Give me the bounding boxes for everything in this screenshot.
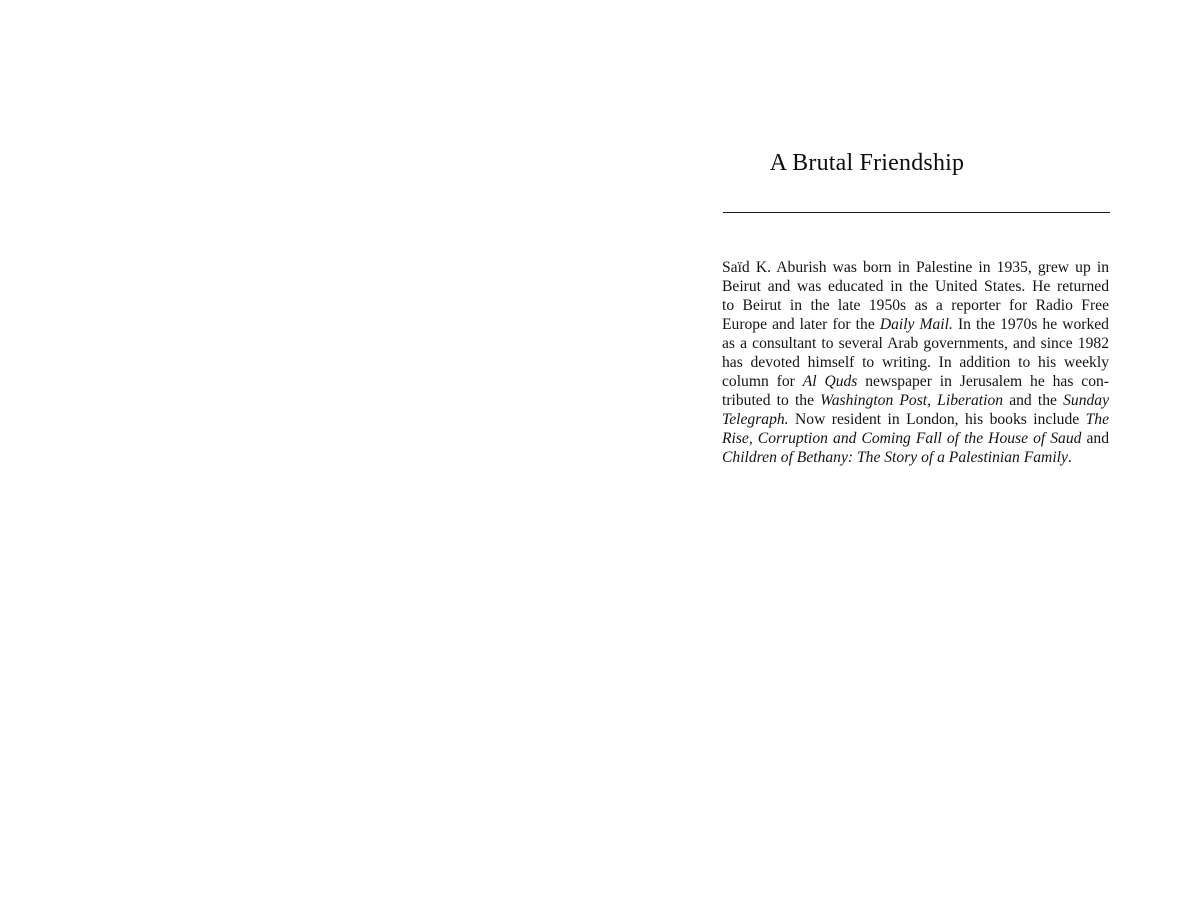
bio-italic-text: The (1085, 411, 1109, 428)
bio-text: Beirut and was educated in the United States. He returned (722, 278, 1109, 295)
bio-text: Europe and later for the (722, 316, 880, 333)
bio-text: Saïd K. Aburish was born in Palestine in 1935, grew up in (722, 259, 1109, 276)
bio-text: newspaper in Jerusalem he has con- (857, 373, 1109, 390)
bio-text: to Beirut in the late 1950s as a reporter for Radio Free (722, 297, 1109, 314)
bio-text: column for (722, 373, 803, 390)
bio-text: and (1081, 430, 1109, 447)
bio-line (722, 391, 1109, 410)
bio-line (722, 258, 1109, 277)
bio-line (722, 277, 1109, 296)
bio-line (722, 429, 1109, 448)
bio-line (722, 448, 1109, 467)
bio-text: as a consultant to several Arab governments, and since 1982 (722, 335, 1109, 352)
bio-italic-text: Telegraph. (722, 411, 789, 428)
bio-line (722, 315, 1109, 334)
bio-italic-text: Al Quds (802, 373, 858, 390)
author-biography (722, 258, 1109, 467)
title-rule (723, 212, 1110, 213)
bio-text: has devoted himself to writing. In addition to his weekly (722, 354, 1109, 371)
bio-italic-text: Washington Post, Liberation (820, 392, 1004, 409)
bio-line (722, 410, 1109, 429)
bio-text: tributed to the (722, 392, 821, 409)
bio-italic-text: Rise, Corruption and Coming Fall of the House of Saud (722, 430, 1082, 447)
bio-italic-text: Sunday (1063, 392, 1109, 409)
bio-text: In the 1970s he worked (952, 316, 1109, 333)
half-title-page (600, 0, 1195, 898)
bio-italic-text: Daily Mail. (879, 316, 953, 333)
bio-line (722, 372, 1109, 391)
bio-text: and the (1003, 392, 1064, 409)
bio-text: Now resident in London, his books include (788, 411, 1086, 428)
bio-line (722, 296, 1109, 315)
bio-line (722, 353, 1109, 372)
bio-text: . (1067, 449, 1072, 466)
bio-line (722, 334, 1109, 353)
book-title: A Brutal Friendship (769, 150, 965, 176)
bio-italic-text: Children of Bethany: The Story of a Palestinian Family (722, 449, 1068, 466)
